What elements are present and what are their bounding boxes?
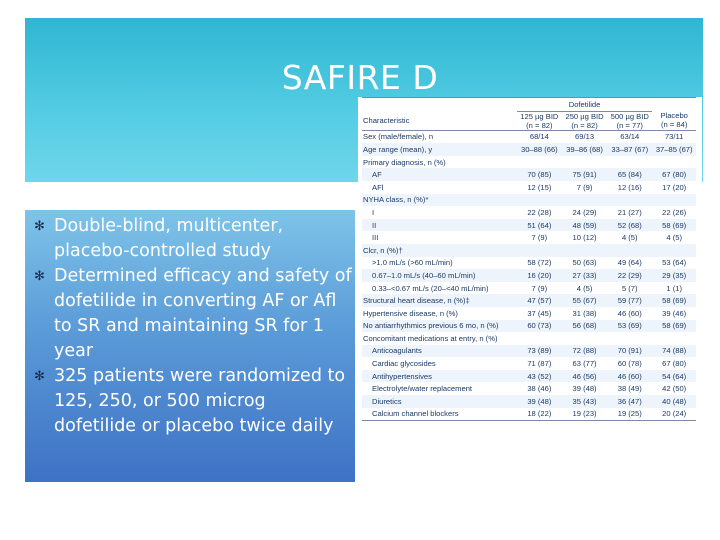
row-value: 37 (45) bbox=[527, 308, 552, 318]
row-value: 52 (68) bbox=[607, 219, 652, 232]
row-label: Age range (mean), y bbox=[362, 143, 517, 156]
row-label: Calcium channel blockers bbox=[362, 408, 517, 421]
row-value: 36 (47) bbox=[607, 395, 652, 408]
row-value bbox=[607, 332, 652, 345]
column-header-characteristic bbox=[362, 111, 517, 130]
column-header-dose bbox=[517, 111, 562, 130]
row-value: 54 (64) bbox=[652, 370, 696, 383]
table-corner-cell bbox=[362, 98, 517, 112]
bullet-item bbox=[34, 264, 352, 364]
table-row bbox=[362, 370, 696, 383]
row-value: 53 (69) bbox=[607, 320, 652, 333]
row-value bbox=[652, 244, 696, 257]
table-row bbox=[362, 307, 696, 320]
table-row bbox=[362, 231, 696, 244]
row-value bbox=[517, 194, 562, 207]
asterisk-bullet-icon: ✻ bbox=[34, 269, 45, 284]
asterisk-bullet-icon: ✻ bbox=[34, 369, 45, 384]
row-value: 33–87 (67) bbox=[607, 143, 652, 156]
row-value: 38 (49) bbox=[617, 384, 642, 394]
table-row bbox=[362, 332, 696, 345]
row-value bbox=[652, 332, 696, 345]
row-value bbox=[562, 156, 607, 169]
row-label: III bbox=[372, 233, 379, 243]
row-value: 38 (46) bbox=[527, 384, 552, 394]
table-row bbox=[362, 143, 696, 156]
row-value: 39 (48) bbox=[572, 384, 597, 394]
row-value: 20 (24) bbox=[652, 408, 696, 421]
table-row bbox=[362, 320, 696, 333]
row-label: AF bbox=[362, 168, 517, 181]
row-value: 56 (68) bbox=[562, 320, 607, 333]
column-header-label: Characteristic bbox=[363, 115, 410, 125]
row-value: 12 (15) bbox=[527, 182, 552, 192]
row-value: 67 (80) bbox=[652, 168, 696, 181]
column-header-label: 500 µg BID bbox=[610, 111, 649, 121]
row-value: 69/13 bbox=[575, 132, 595, 142]
row-value: 22 (29) bbox=[607, 269, 652, 282]
column-header-dose bbox=[562, 111, 607, 130]
baseline-characteristics-table bbox=[362, 97, 696, 421]
row-value bbox=[652, 156, 696, 169]
row-value: 74 (88) bbox=[652, 345, 696, 358]
row-value: 48 (59) bbox=[562, 219, 607, 232]
column-header-label: 250 µg BID bbox=[565, 111, 604, 121]
row-value bbox=[562, 244, 607, 257]
asterisk-bullet-icon: ✻ bbox=[34, 219, 45, 234]
row-value: 49 (64) bbox=[617, 258, 642, 268]
column-header-n: (n = 82) bbox=[571, 120, 598, 130]
row-value: 5 (7) bbox=[621, 283, 638, 293]
row-value bbox=[607, 244, 652, 257]
row-value: 39–86 (68) bbox=[562, 143, 607, 156]
row-value: 63 (77) bbox=[572, 359, 597, 369]
table-row bbox=[362, 395, 696, 408]
row-label: Primary diagnosis, n (%) bbox=[363, 157, 446, 167]
row-value: 47 (57) bbox=[517, 294, 562, 307]
row-value: 73/11 bbox=[664, 132, 684, 142]
row-value: 43 (52) bbox=[517, 370, 562, 383]
row-value: 29 (35) bbox=[652, 269, 696, 282]
row-value: 58 (72) bbox=[527, 258, 552, 268]
row-value: 75 (91) bbox=[562, 168, 607, 181]
row-value: 50 (63) bbox=[572, 258, 597, 268]
bullet-text: Determined efficacy and safety of dofetilide in converting AF or Afl to SR and maintaining SR for 1 year bbox=[54, 266, 352, 361]
row-value: 46 (60) bbox=[607, 370, 652, 383]
row-value: 39 (48) bbox=[517, 395, 562, 408]
column-header-dose bbox=[652, 111, 696, 130]
table-row bbox=[362, 408, 696, 421]
row-label: II bbox=[362, 219, 517, 232]
table-row bbox=[362, 206, 696, 219]
row-value bbox=[652, 194, 696, 207]
row-value: 19 (23) bbox=[562, 408, 607, 421]
row-label: Sex (male/female), n bbox=[363, 132, 434, 142]
column-header-label: Placebo bbox=[660, 111, 688, 121]
row-value: 70 (91) bbox=[607, 345, 652, 358]
bullet-item bbox=[34, 364, 352, 439]
column-header-label: 125 µg BID bbox=[520, 111, 559, 121]
table-row bbox=[362, 382, 696, 395]
row-value: 17 (20) bbox=[662, 182, 687, 192]
row-label: 0.33–<0.67 mL/s (20–<40 mL/min) bbox=[372, 283, 489, 293]
row-value bbox=[517, 244, 562, 257]
slide-title: SAFIRE D bbox=[281, 58, 439, 97]
row-value: 16 (20) bbox=[517, 269, 562, 282]
row-value: 42 (50) bbox=[662, 384, 687, 394]
bullet-text: 325 patients were randomized to 125, 250, or 500 microg dofetilide or placebo twice daily bbox=[54, 366, 346, 436]
table-row bbox=[362, 257, 696, 270]
row-value: 37–85 (67) bbox=[652, 143, 696, 156]
row-label: 0.67–1.0 mL/s (40–60 mL/min) bbox=[362, 269, 517, 282]
row-value: 18 (22) bbox=[517, 408, 562, 421]
row-value: 60 (73) bbox=[517, 320, 562, 333]
row-value: 58 (69) bbox=[652, 294, 696, 307]
row-value: 35 (43) bbox=[562, 395, 607, 408]
row-value: 39 (46) bbox=[662, 308, 687, 318]
table-row bbox=[362, 181, 696, 194]
table-row bbox=[362, 130, 696, 143]
row-label: No antiarrhythmics previous 6 mo, n (%) bbox=[362, 320, 517, 333]
row-label: Hypertensive disease, n (%) bbox=[363, 308, 458, 318]
bullet-list bbox=[34, 214, 352, 439]
row-value: 63/14 bbox=[620, 132, 640, 142]
row-label: >1.0 mL/s (>60 mL/min) bbox=[372, 258, 453, 268]
row-label: I bbox=[372, 207, 375, 217]
table-row bbox=[362, 194, 696, 207]
row-value: 4 (5) bbox=[666, 233, 682, 243]
row-value bbox=[562, 332, 607, 345]
row-label: Concomitant medications at entry, n (%) bbox=[363, 333, 498, 343]
group-header-dofetilide: Dofetilide bbox=[517, 98, 653, 112]
row-label: NYHA class, n (%)* bbox=[362, 194, 517, 207]
row-value: 60 (78) bbox=[617, 359, 642, 369]
row-value: 51 (64) bbox=[517, 219, 562, 232]
table-body bbox=[362, 130, 696, 421]
row-value: 27 (33) bbox=[562, 269, 607, 282]
column-header-n: (n = 77) bbox=[616, 120, 643, 130]
row-label: Structural heart disease, n (%)‡ bbox=[362, 294, 517, 307]
row-value: 1 (1) bbox=[666, 283, 682, 293]
row-value: 65 (84) bbox=[607, 168, 652, 181]
row-value: 30–88 (66) bbox=[517, 143, 562, 156]
row-value: 72 (88) bbox=[562, 345, 607, 358]
row-value: 10 (12) bbox=[572, 233, 597, 243]
row-value: 7 (9) bbox=[531, 283, 548, 293]
baseline-characteristics-table-image bbox=[358, 97, 702, 482]
row-value: 46 (56) bbox=[562, 370, 607, 383]
row-value bbox=[562, 194, 607, 207]
row-value: 71 (87) bbox=[527, 359, 552, 369]
row-label: AFl bbox=[372, 182, 384, 192]
row-value: 70 (85) bbox=[517, 168, 562, 181]
row-value: 24 (29) bbox=[572, 207, 597, 217]
row-value: 68/14 bbox=[529, 132, 549, 142]
row-value: 73 (89) bbox=[517, 345, 562, 358]
row-value: 22 (28) bbox=[527, 207, 552, 217]
table-row bbox=[362, 269, 696, 282]
table-row bbox=[362, 345, 696, 358]
table-corner-cell bbox=[652, 98, 696, 112]
table-row bbox=[362, 156, 696, 169]
column-header-row bbox=[362, 111, 696, 130]
row-value: 46 (60) bbox=[617, 308, 642, 318]
row-value: 22 (26) bbox=[662, 207, 687, 217]
row-value: 7 (9) bbox=[576, 182, 593, 192]
table-row bbox=[362, 168, 696, 181]
row-value: 53 (64) bbox=[662, 258, 687, 268]
row-value: 40 (48) bbox=[652, 395, 696, 408]
bullet-text: Double-blind, multicenter, placebo-controlled study bbox=[54, 216, 284, 261]
row-value: 59 (77) bbox=[607, 294, 652, 307]
column-header-n: (n = 84) bbox=[660, 120, 688, 130]
row-value: 58 (69) bbox=[652, 320, 696, 333]
table-row bbox=[362, 294, 696, 307]
bullet-item bbox=[34, 214, 352, 264]
row-label: Antihypertensives bbox=[362, 370, 517, 383]
row-value: 4 (5) bbox=[621, 233, 638, 243]
row-value bbox=[517, 156, 562, 169]
table-row bbox=[362, 219, 696, 232]
row-label: Cardiac glycosides bbox=[372, 359, 436, 369]
row-value: 55 (67) bbox=[562, 294, 607, 307]
row-value: 21 (27) bbox=[617, 207, 642, 217]
row-label: Anticoagulants bbox=[362, 345, 517, 358]
column-header-dose bbox=[607, 111, 652, 130]
table-row bbox=[362, 357, 696, 370]
row-value: 67 (80) bbox=[662, 359, 687, 369]
row-label: Diuretics bbox=[362, 395, 517, 408]
row-value: 58 (69) bbox=[652, 219, 696, 232]
table-row bbox=[362, 244, 696, 257]
row-value bbox=[607, 156, 652, 169]
row-value bbox=[607, 194, 652, 207]
row-value: 31 (38) bbox=[572, 308, 597, 318]
row-value: 7 (9) bbox=[531, 233, 548, 243]
column-header-n: (n = 82) bbox=[526, 120, 553, 130]
row-value: 12 (16) bbox=[617, 182, 642, 192]
row-label: Clcr, n (%)† bbox=[362, 244, 517, 257]
row-label: Electrolyte/water replacement bbox=[372, 384, 473, 394]
row-value bbox=[517, 332, 562, 345]
table-row bbox=[362, 282, 696, 295]
row-value: 19 (25) bbox=[607, 408, 652, 421]
row-value: 4 (5) bbox=[576, 283, 593, 293]
